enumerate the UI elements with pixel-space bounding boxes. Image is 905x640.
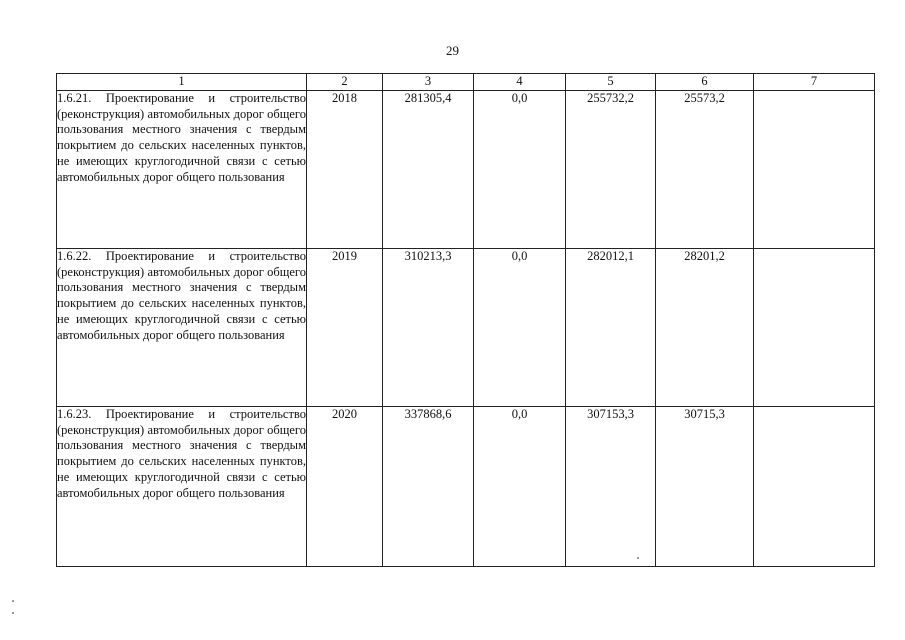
scan-speck: [12, 612, 14, 614]
column-header: 7: [754, 74, 875, 91]
column-header: 2: [307, 74, 383, 91]
column-header: 4: [474, 74, 566, 91]
col5-cell: 282012,1: [566, 249, 656, 407]
col6-cell: 28201,2: [656, 249, 754, 407]
column-header: 6: [656, 74, 754, 91]
total-cell: 310213,3: [383, 249, 474, 407]
budget-table: [56, 73, 875, 567]
table-row: [57, 407, 875, 567]
column-header: 5: [566, 74, 656, 91]
page-number: 29: [446, 43, 459, 58]
col6-cell: 30715,3: [656, 407, 754, 567]
col4-cell: 0,0: [474, 91, 566, 249]
column-header: 3: [383, 74, 474, 91]
table-row: [57, 249, 875, 407]
col7-cell: [754, 249, 875, 407]
col4-cell: 0,0: [474, 249, 566, 407]
col6-cell: 25573,2: [656, 91, 754, 249]
item-description: 1.6.22. Проектирование и строительство (реконструкция) автомобильных дорог общего пользования местного значения с твердым покрытием до сельских населенных пунктов, не имеющих круглогодичной связи с сетью автомобильных дорог общего пользования: [57, 249, 307, 407]
item-description: 1.6.23. Проектирование и строительство (реконструкция) автомобильных дорог общего пользования местного значения с твердым покрытием до сельских населенных пунктов, не имеющих круглогодичной связи с сетью автомобильных дорог общего пользования: [57, 407, 307, 567]
col7-cell: [754, 407, 875, 567]
year-cell: 2020: [307, 407, 383, 567]
header-row: [57, 74, 875, 91]
year-cell: 2018: [307, 91, 383, 249]
column-header: 1: [57, 74, 307, 91]
total-cell: 281305,4: [383, 91, 474, 249]
total-cell: 337868,6: [383, 407, 474, 567]
col4-cell: 0,0: [474, 407, 566, 567]
year-cell: 2019: [307, 249, 383, 407]
col5-cell: 255732,2: [566, 91, 656, 249]
item-description: 1.6.21. Проектирование и строительство (реконструкция) автомобильных дорог общего пользования местного значения с твердым покрытием до сельских населенных пунктов, не имеющих круглогодичной связи с сетью автомобильных дорог общего пользования: [57, 91, 307, 249]
table-row: [57, 91, 875, 249]
col5-cell: 307153,3: [566, 407, 656, 567]
col7-cell: [754, 91, 875, 249]
scan-speck: [637, 557, 639, 559]
scan-speck: [12, 600, 14, 602]
